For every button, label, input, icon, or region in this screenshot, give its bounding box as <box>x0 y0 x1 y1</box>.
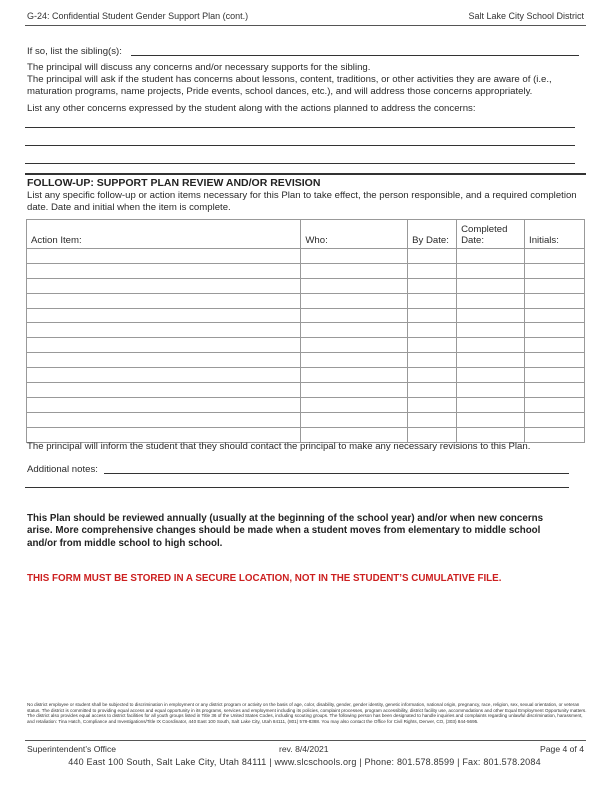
notes-line-1[interactable] <box>104 463 569 474</box>
action-items-body <box>27 249 585 443</box>
completed-date-cell[interactable] <box>457 323 525 338</box>
completed-date-cell[interactable] <box>457 293 525 308</box>
table-row <box>27 353 585 368</box>
completed-date-cell[interactable] <box>457 412 525 427</box>
concerns-line-1[interactable] <box>25 119 575 128</box>
table-row <box>27 263 585 278</box>
col-action-item: Action Item: <box>27 220 301 249</box>
table-row <box>27 338 585 353</box>
concerns-line-2[interactable] <box>25 137 575 146</box>
initials-cell[interactable] <box>525 353 585 368</box>
who-cell[interactable] <box>301 323 408 338</box>
who-cell[interactable] <box>301 412 408 427</box>
initials-cell[interactable] <box>525 323 585 338</box>
table-row <box>27 427 585 442</box>
completed-date-cell[interactable] <box>457 263 525 278</box>
footer-page-number: Page 4 of 4 <box>540 744 584 754</box>
header-form-title: G-24: Confidential Student Gender Support Plan (cont.) <box>27 11 249 21</box>
by-date-cell[interactable] <box>408 353 457 368</box>
who-cell[interactable] <box>301 397 408 412</box>
by-date-cell[interactable] <box>408 293 457 308</box>
completed-date-cell[interactable] <box>457 308 525 323</box>
action-item-cell[interactable] <box>27 293 301 308</box>
by-date-cell[interactable] <box>408 383 457 398</box>
col-who: Who: <box>301 220 408 249</box>
completed-date-cell[interactable] <box>457 278 525 293</box>
initials-cell[interactable] <box>525 263 585 278</box>
siblings-label: If so, list the sibling(s): <box>27 46 122 57</box>
who-cell[interactable] <box>301 368 408 383</box>
table-row <box>27 249 585 264</box>
action-item-cell[interactable] <box>27 412 301 427</box>
action-item-cell[interactable] <box>27 383 301 398</box>
action-item-cell[interactable] <box>27 263 301 278</box>
by-date-cell[interactable] <box>408 323 457 338</box>
section-divider <box>25 173 586 175</box>
by-date-cell[interactable] <box>408 338 457 353</box>
action-item-cell[interactable] <box>27 427 301 442</box>
completed-date-cell[interactable] <box>457 338 525 353</box>
concerns-line-3[interactable] <box>25 155 575 164</box>
by-date-cell[interactable] <box>408 249 457 264</box>
initials-cell[interactable] <box>525 308 585 323</box>
notes-line-2[interactable] <box>25 479 569 488</box>
footer-office: Superintendent’s Office <box>27 744 117 754</box>
who-cell[interactable] <box>301 427 408 442</box>
col-completed-date: Completed Date: <box>457 220 525 249</box>
by-date-cell[interactable] <box>408 427 457 442</box>
followup-instructions: List any specific follow-up or action items necessary for this Plan to take effect, the person responsible, and a required completion date. Date and initial when the item is complete. <box>27 190 577 214</box>
by-date-cell[interactable] <box>408 412 457 427</box>
completed-date-cell[interactable] <box>457 249 525 264</box>
initials-cell[interactable] <box>525 383 585 398</box>
storage-warning: THIS FORM MUST BE STORED IN A SECURE LOCATION, NOT IN THE STUDENT’S CUMULATIVE FILE. <box>27 573 502 584</box>
other-concerns-prompt: List any other concerns expressed by the student along with the actions planned to address the concerns: <box>27 103 476 114</box>
revisions-text: The principal will inform the student that they should contact the principal to make any necessary revisions to this Plan. <box>27 441 531 452</box>
siblings-discuss-text: The principal will discuss any concerns and/or necessary supports for the sibling. <box>27 62 371 73</box>
followup-title: FOLLOW-UP: SUPPORT PLAN REVIEW AND/OR REVISION <box>27 177 321 189</box>
completed-date-cell[interactable] <box>457 427 525 442</box>
by-date-cell[interactable] <box>408 368 457 383</box>
action-items-table <box>26 219 585 443</box>
who-cell[interactable] <box>301 338 408 353</box>
col-by-date: By Date: <box>408 220 457 249</box>
action-item-cell[interactable] <box>27 353 301 368</box>
initials-cell[interactable] <box>525 412 585 427</box>
table-row <box>27 278 585 293</box>
table-row <box>27 383 585 398</box>
who-cell[interactable] <box>301 249 408 264</box>
completed-date-cell[interactable] <box>457 368 525 383</box>
col-initials: Initials: <box>525 220 585 249</box>
footer-revision: rev. 8/4/2021 <box>279 744 329 754</box>
who-cell[interactable] <box>301 308 408 323</box>
who-cell[interactable] <box>301 263 408 278</box>
header-district-name: Salt Lake City School District <box>468 11 584 21</box>
completed-date-cell[interactable] <box>457 383 525 398</box>
header-rule <box>25 25 586 26</box>
action-item-cell[interactable] <box>27 323 301 338</box>
initials-cell[interactable] <box>525 338 585 353</box>
who-cell[interactable] <box>301 278 408 293</box>
initials-cell[interactable] <box>525 397 585 412</box>
who-cell[interactable] <box>301 353 408 368</box>
completed-date-cell[interactable] <box>457 397 525 412</box>
by-date-cell[interactable] <box>408 397 457 412</box>
action-item-cell[interactable] <box>27 278 301 293</box>
by-date-cell[interactable] <box>408 278 457 293</box>
footer-address: 440 East 100 South, Salt Lake City, Utah 84111 | www.slcschools.org | Phone: 801.578.8599 | Fax: 801.578.2084 <box>68 757 541 767</box>
notes-label: Additional notes: <box>27 464 98 475</box>
who-cell[interactable] <box>301 293 408 308</box>
initials-cell[interactable] <box>525 293 585 308</box>
table-row <box>27 397 585 412</box>
completed-date-cell[interactable] <box>457 353 525 368</box>
table-row <box>27 412 585 427</box>
who-cell[interactable] <box>301 383 408 398</box>
action-item-cell[interactable] <box>27 397 301 412</box>
siblings-field[interactable] <box>131 45 579 56</box>
initials-cell[interactable] <box>525 278 585 293</box>
table-row <box>27 323 585 338</box>
table-header-row <box>27 220 585 249</box>
table-row <box>27 293 585 308</box>
action-item-cell[interactable] <box>27 368 301 383</box>
table-row <box>27 308 585 323</box>
nondiscrimination-statement: No district employee or student shall be subjected to discrimination in employment or any district program or activity on the basis of age, color, disability, gender, gender identity, genetic information, national origin, pregnancy, race, religion, sex, sexual orientation, or veteran status. The district is committed to providing equal access and equal opportunity in its programs, services and employment including its policies, complaint processes, program accessibility, district facility use, accommodations and other Equal Employment Opportunity matters. The district also provides equal access to district facilities for all youth groups listed in Title 36 of the United States Codes, including scouting groups. The following person has been designated to handle inquiries and complaints regarding unlawful discrimination, harassment, and retaliation: Tina Hatch, Compliance and Investigations/Title IX Coordinator, 440 East 100 South, Salt Lake City, Utah 84111, (801) 578-8388. You may also contact the Office for Civil Rights, Denver, CO, (303) 844-5695. <box>27 702 587 725</box>
footer-rule <box>25 740 586 741</box>
action-item-cell[interactable] <box>27 338 301 353</box>
by-date-cell[interactable] <box>408 263 457 278</box>
initials-cell[interactable] <box>525 368 585 383</box>
action-item-cell[interactable] <box>27 249 301 264</box>
review-note: This Plan should be reviewed annually (usually at the beginning of the school year) and/or when new concerns arise. More comprehensive changes should be made when a student moves from elementary to middle school and/or from middle school to high school. <box>27 513 544 549</box>
table-row <box>27 368 585 383</box>
concerns-ask-text: The principal will ask if the student has concerns about lessons, content, traditions, or other activities they are aware of (i.e., maturation programs, name projects, Pride events, school dances, etc.), and will address those concerns appropriately. <box>27 74 552 98</box>
initials-cell[interactable] <box>525 249 585 264</box>
initials-cell[interactable] <box>525 427 585 442</box>
by-date-cell[interactable] <box>408 308 457 323</box>
action-item-cell[interactable] <box>27 308 301 323</box>
